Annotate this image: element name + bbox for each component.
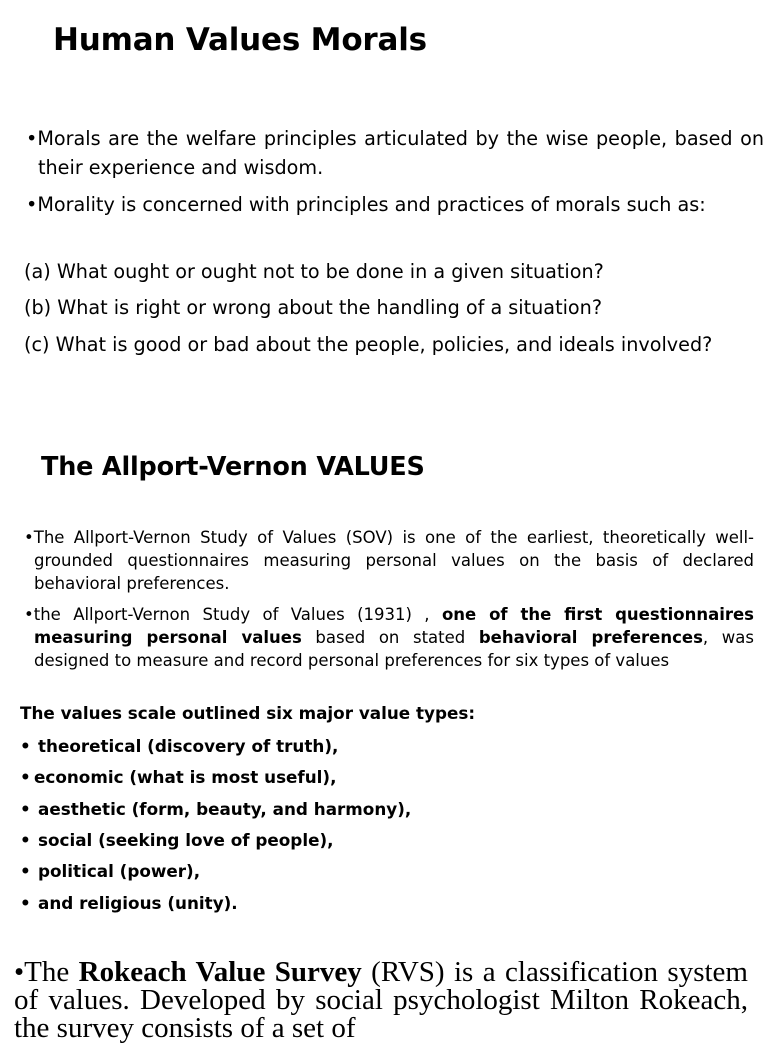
paragraph-text-part3: , was designed to measure and record personal preferences for six types of values [34, 628, 754, 670]
value-type-item [20, 828, 334, 852]
value-type-text: theoretical (discovery of truth), [38, 736, 339, 756]
bullet-marker: • [20, 893, 31, 913]
paragraph-text: The Allport-Vernon Study of Values (SOV) is one of the earliest, theoretically well-grounded questionnaires measuring personal values on the basis of declared behavioral preferences. [33, 528, 754, 593]
value-type-text: social (seeking love of people), [38, 830, 334, 850]
bullet-text: Morality is concerned with principles and practices of morals such as: [37, 193, 706, 216]
paragraph-text-part1: the Allport-Vernon Study of Values (1931) , [33, 605, 442, 624]
value-type-text: economic (what is most useful), [34, 767, 337, 787]
bullet-marker: • [14, 956, 25, 988]
value-scale-heading: The values scale outlined six major value types: [20, 703, 476, 723]
bullet-marker: • [24, 605, 34, 624]
value-type-text: political (power), [38, 861, 201, 881]
bullet-morals-definition [24, 124, 764, 182]
value-type-item [20, 891, 238, 915]
value-type-text: aesthetic (form, beauty, and harmony), [38, 799, 412, 819]
bullet-marker: • [20, 799, 31, 819]
value-type-item [20, 797, 411, 821]
bullet-text: Morals are the welfare principles articulated by the wise people, based on their experience and wisdom. [37, 127, 764, 179]
value-type-item [20, 765, 336, 789]
bullet-marker: • [20, 767, 31, 787]
paragraph-text-pre: The [24, 956, 79, 988]
bullet-marker: • [20, 830, 31, 850]
paragraph-sov-intro [22, 526, 754, 595]
question-b: (b) What is right or wrong about the handling of a situation? [24, 296, 603, 319]
question-c: (c) What is good or bad about the people, policies, and ideals involved? [24, 333, 713, 356]
paragraph-text-post: (RVS) is a classification system of values. Developed by social psychologist Milton Rokeach, the survey consists of a set of [14, 956, 748, 1044]
paragraph-sov-1931 [22, 603, 754, 672]
bullet-marker: • [20, 736, 31, 756]
paragraph-text-part2: based on stated [301, 628, 479, 647]
value-type-text: and religious (unity). [38, 893, 238, 913]
bullet-marker: • [24, 528, 34, 547]
bullet-morality-concern [24, 190, 764, 219]
bullet-marker: • [26, 193, 38, 216]
paragraph-bold-first-questionnaires: one of the first questionnaires measuring personal values [34, 605, 755, 647]
slide-title-allport-vernon: The Allport-Vernon VALUES [41, 452, 425, 482]
question-a: (a) What ought or ought not to be done in a given situation? [24, 260, 604, 283]
paragraph-rokeach-value-survey [14, 958, 748, 1042]
paragraph-bold-behavioral-preferences: behavioral preferences [478, 628, 703, 647]
value-type-item [20, 859, 200, 883]
bullet-marker: • [26, 127, 38, 150]
paragraph-bold-rokeach: Rokeach Value Survey [78, 956, 362, 988]
slide-title-human-values-morals: Human Values Morals [53, 22, 427, 58]
value-type-item [20, 734, 338, 758]
bullet-marker: • [20, 861, 31, 881]
